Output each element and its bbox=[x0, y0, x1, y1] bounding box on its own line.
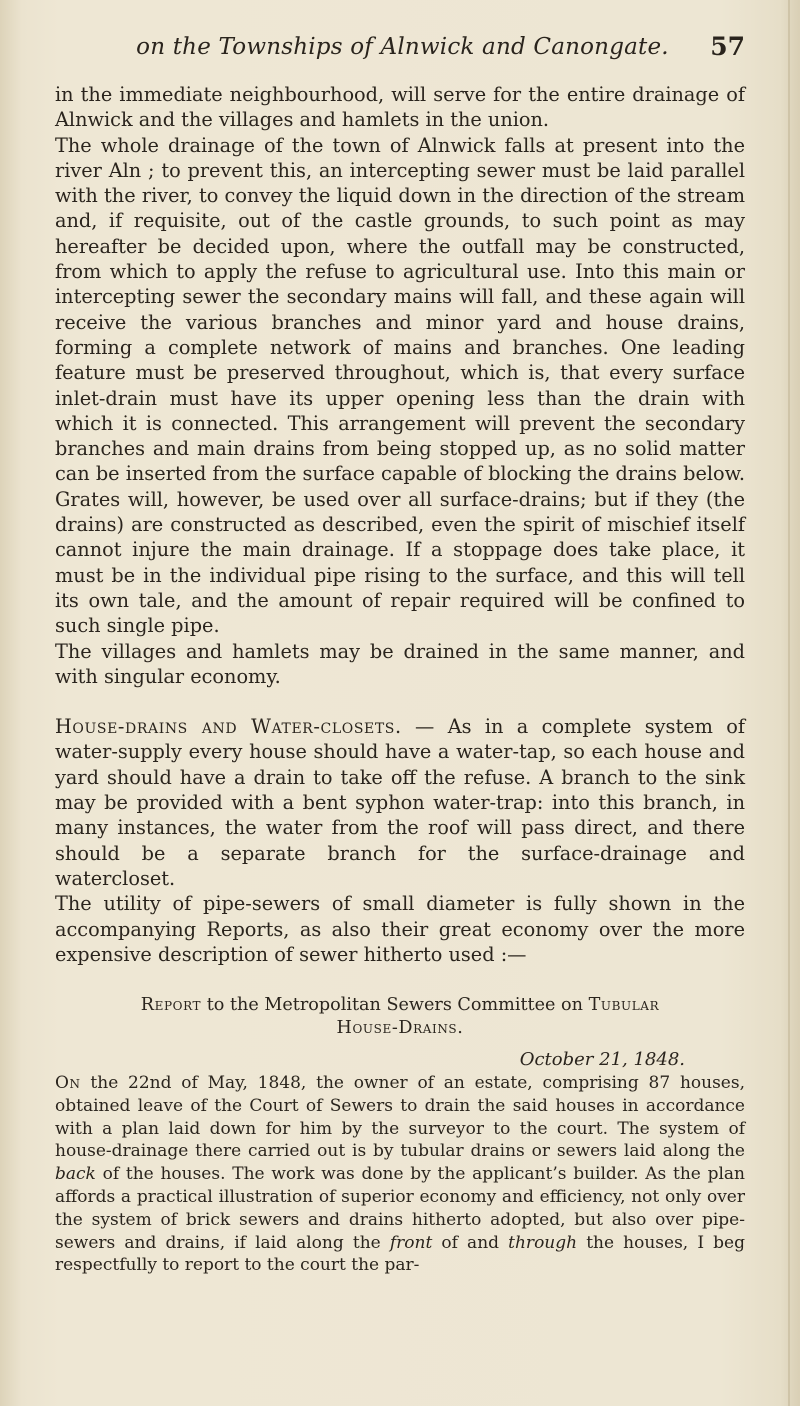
report-body-c: of and bbox=[432, 1232, 509, 1253]
report-title bbox=[55, 994, 745, 1040]
running-title: on the Townships of Alnwick and Canongate. bbox=[136, 34, 669, 60]
report-title-tubular: Tubular bbox=[588, 995, 660, 1016]
report-body-d: the houses, I beg respectfully to report to the court the par- bbox=[55, 1232, 745, 1276]
paragraph-villages: The villages and hamlets may be drained in the same manner, and with singular economy. bbox=[55, 639, 745, 688]
section-text: As in a complete system of water-supply every house should have a water-tap, so each house and yard should have a drain to take off the refuse. A branch to the sink may be provided with a bent syphon water-trap: into this branch, in many instances, the water from the roof will pass direct, and there should be a separate branch for the surface-drainage and watercloset. bbox=[55, 715, 745, 890]
report-body-b: of the houses. The work was done by the applicant’s builder. As the plan affords a practical illustration of superior economy and efficiency, not only over the system of brick sewers and drains hitherto adopted, but also over pipe-sewers and drains, if laid along the bbox=[55, 1164, 745, 1253]
report-body-front: front bbox=[389, 1232, 433, 1253]
report-body bbox=[55, 1072, 745, 1277]
paragraph-house-drains bbox=[55, 714, 745, 891]
paragraph-continuation: in the immediate neighbourhood, will serve for the entire drainage of Alnwick and the villages and hamlets in the union. bbox=[55, 83, 745, 132]
page-edge-shadow bbox=[788, 0, 790, 1406]
report-title-word: Report bbox=[140, 995, 202, 1016]
report-body-a: the 22nd of May, 1848, the owner of an estate, comprising 87 houses, obtained leave of the Court of Sewers to drain the said houses in accordance with a plan laid down for him by the surveyor to the court. The system of house-drainage there carried out is by tubular drains or sewers laid along the bbox=[55, 1073, 745, 1162]
report-body-back: back bbox=[55, 1164, 96, 1185]
section-dash: — bbox=[401, 715, 448, 739]
body-text bbox=[55, 82, 745, 1277]
page-number: 57 bbox=[710, 32, 745, 61]
report-title-middle: to the Metropolitan Sewers Committee on bbox=[201, 995, 589, 1016]
section-heading: House-drains and Water-closets. bbox=[55, 715, 402, 739]
report-date bbox=[55, 1048, 745, 1072]
report-body-through: through bbox=[508, 1232, 578, 1253]
paragraph-pipe-sewers: The utility of pipe-sewers of small diameter is fully shown in the accompanying Reports, as also their great economy over the more expensive description of sewer hitherto used :— bbox=[55, 892, 745, 966]
paragraph-drainage-plan: The whole drainage of the town of Alnwick falls at present into the river Aln ; to prevent this, an intercepting sewer must be laid parallel with the river, to convey the liquid down in the direction of the stream and, if requisite, out of the castle grounds, to such point as may hereafter be decided upon, where the outfall may be constructed, from which to apply the refuse to agricultural use. Into this main or intercepting sewer the secondary mains will fall, and these again will receive the various branches and minor yard and house drains, forming a complete network of mains and branches. One leading feature must be preserved throughout, which is, that every surface inlet-drain must have its upper opening less than the drain with which it is connected. This arrangement will prevent the secondary branches and main drains from being stopped up, as no solid matter can be inserted from the surface capable of blocking the drains below. Grates will, however, be used over all surface-drains; but if they (the drains) are constructed as described, even the spirit of mischief itself cannot injure the main drainage. If a stoppage does take place, it must be in the individual pipe rising to the surface, and this will tell its own tale, and the amount of repair required will be confined to such single pipe. bbox=[55, 133, 745, 638]
report-title-line2: House-Drains. bbox=[336, 1018, 464, 1039]
report-date-text: October 21, 1848. bbox=[519, 1049, 685, 1071]
page-header bbox=[60, 30, 745, 70]
report-body-first-word: On bbox=[55, 1073, 81, 1094]
